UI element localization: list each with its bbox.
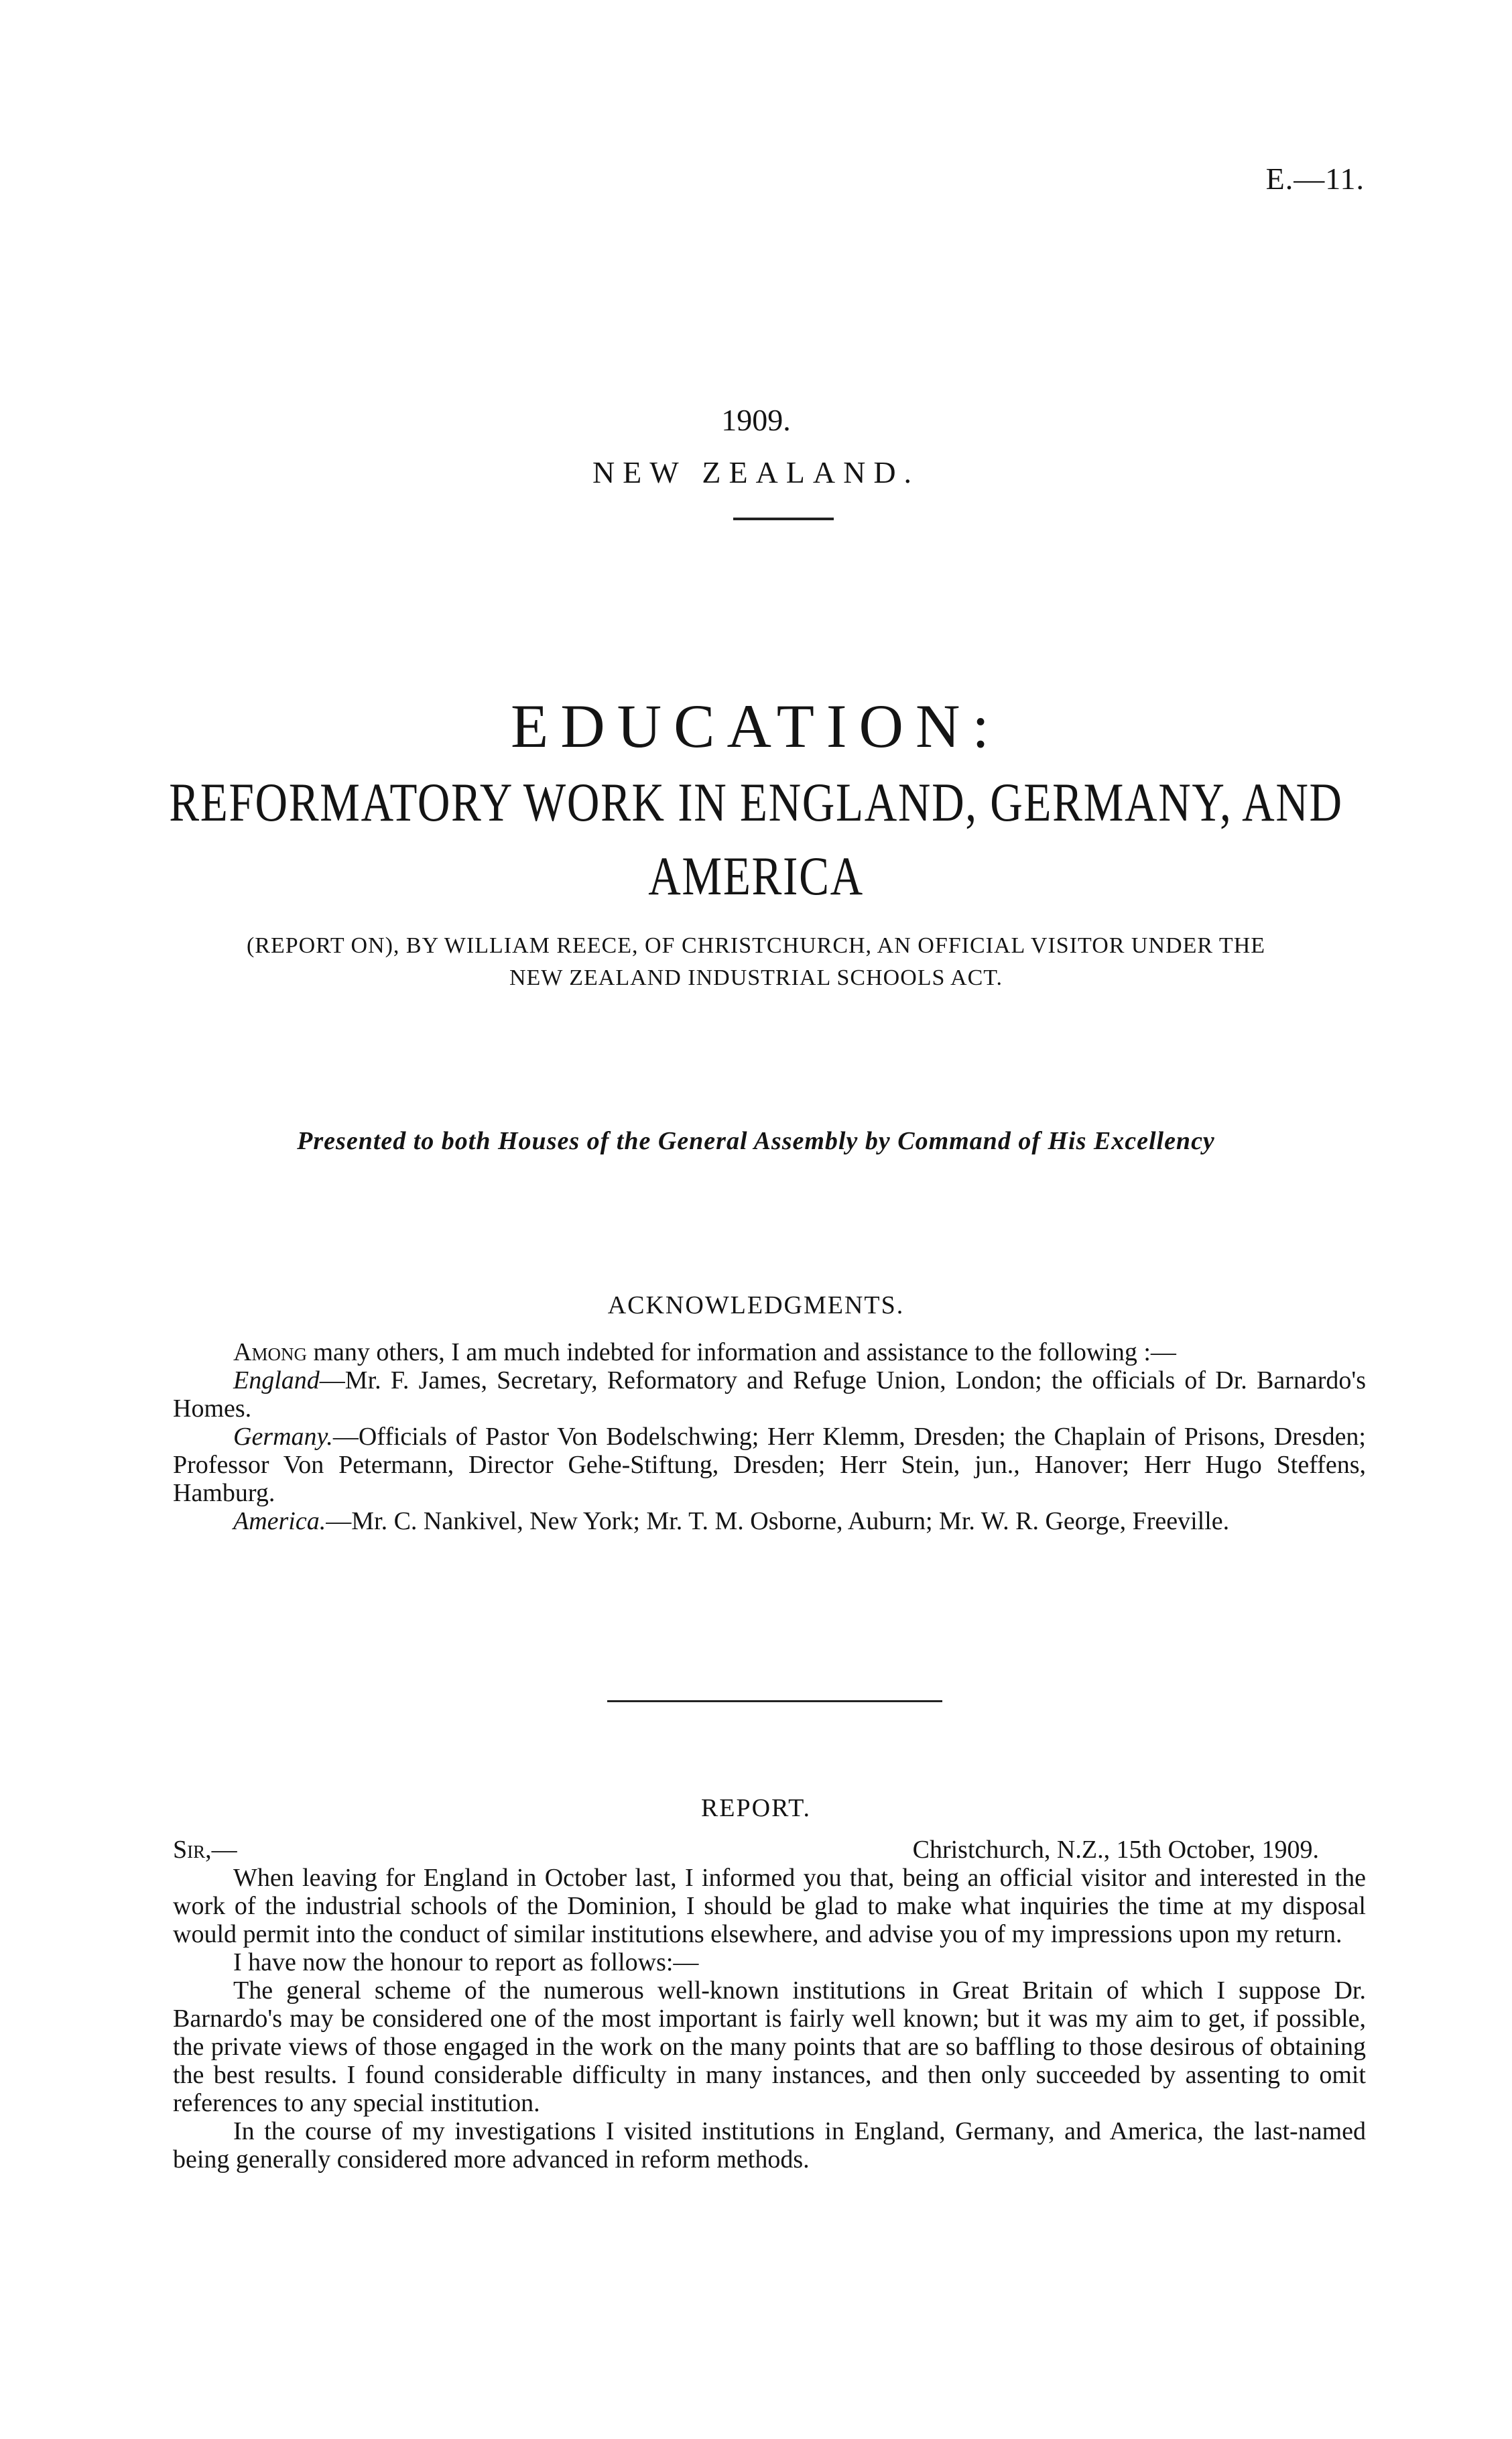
document-title: EDUCATION: (511, 692, 1001, 760)
ack-entry-text: Officials of Pastor Von Bodelschwing; Herr Klemm, Dresden; the Chaplain of Prisons, Dresden; Professor Von Petermann, Director Gehe-Stiftung, Dresden; Herr Stein, jun., Hanover; Herr Hugo Steffens, Hamburg. (173, 1423, 1366, 1507)
intro-lead-word: Among (233, 1338, 307, 1366)
ack-entry-label: Germany. (233, 1423, 333, 1451)
subtitle-line-1: REFORMATORY WORK IN ENGLAND, GERMANY, AND (169, 772, 1343, 833)
salutation-row (173, 1836, 1366, 1864)
report-heading: REPORT. (700, 1794, 812, 1822)
report-paragraph: When leaving for England in October last, I informed you that, being an official visitor and interested in the work of the industrial schools of the Dominion, I should be glad to make what inquiries the time at my disposal would permit into the conduct of similar institutions elsewhere, and advise you of my impressions upon my return. (173, 1864, 1366, 1948)
ack-entry-label: England (233, 1366, 320, 1394)
report-paragraph: The general scheme of the numerous well-known institutions in Great Britain of which I suppose Dr. Barnardo's may be considered one of the most important is fairly well known; but it was my aim to get, if possible, the private views of those engaged in the work on the many points that are so baffling to those desirous of obtaining the best results. I found considerable difficulty in many instances, and then only succeeded by assenting to omit references to any special institution. (173, 1976, 1366, 2117)
ack-entry-sep: — (332, 1423, 359, 1451)
acknowledgments-intro (173, 1338, 1366, 1366)
acknowledgments-heading: ACKNOWLEDGMENTS. (607, 1291, 905, 1319)
ack-entry-sep: — (319, 1366, 345, 1394)
ack-entry-text: Mr. C. Nankivel, New York; Mr. T. M. Osborne, Auburn; Mr. W. R. George, Freeville. (351, 1507, 1230, 1535)
presented-line: Presented to both Houses of the General Assembly by Command of His Excellency (297, 1127, 1215, 1155)
subtitle-line-2: AMERICA (648, 845, 864, 906)
ack-entry-sep: — (326, 1507, 352, 1535)
byline-line-2: NEW ZEALAND INDUSTRIAL SCHOOLS ACT. (509, 965, 1003, 990)
report-body (173, 1836, 1366, 2174)
acknowledgments-body (173, 1338, 1366, 1535)
page-reference: E.—11. (1265, 162, 1365, 196)
report-paragraph: In the course of my investigations I visited institutions in England, Germany, and America, the last-named being generally considered more advanced in reform methods. (173, 2117, 1366, 2174)
ack-entry-germany (173, 1423, 1366, 1507)
ack-entry-label: America. (233, 1507, 326, 1535)
byline-line-1: (REPORT ON), BY WILLIAM REECE, OF CHRISTCHURCH, AN OFFICIAL VISITOR UNDER THE (246, 933, 1266, 958)
divider-section (607, 1700, 942, 1702)
salutation: Sir,— (173, 1836, 237, 1864)
ack-entry-text: Mr. F. James, Secretary, Reformatory and Refuge Union, London; the officials of Dr. Barnardo's Homes. (173, 1366, 1366, 1423)
divider-short (733, 518, 834, 520)
year: 1909. (721, 403, 791, 437)
ack-entry-england (173, 1366, 1366, 1423)
place-date: Christchurch, N.Z., 15th October, 1909. (912, 1836, 1319, 1864)
country: NEW ZEALAND. (592, 455, 920, 489)
report-paragraph: I have now the honour to report as follows:— (233, 1948, 699, 1976)
intro-text: many others, I am much indebted for information and assistance to the following :— (306, 1338, 1176, 1366)
ack-entry-america (173, 1507, 1366, 1535)
